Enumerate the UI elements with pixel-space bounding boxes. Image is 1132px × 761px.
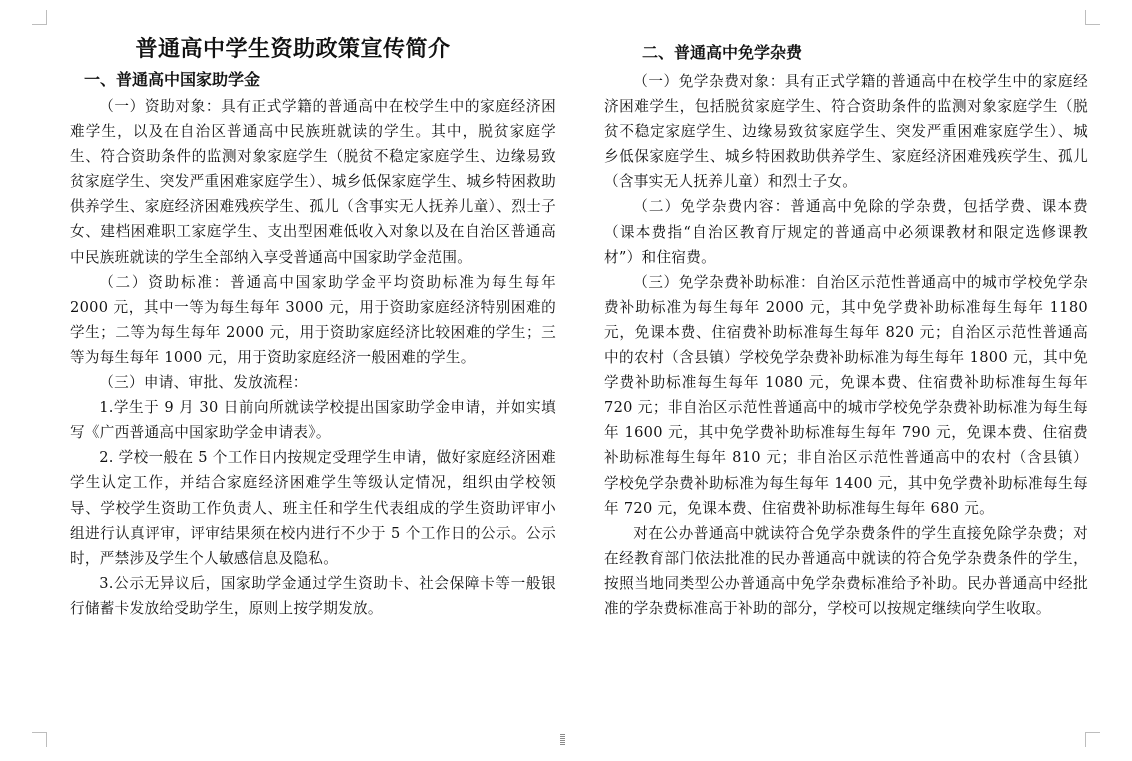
section-heading-grant: 一、普通高中国家助学金 — [84, 70, 261, 89]
page-corner-mark-bottom-left — [32, 732, 47, 747]
section-heading-fee-waiver: 二、普通高中免学杂费 — [642, 43, 803, 62]
page-corner-mark-top-right — [1085, 10, 1100, 25]
paragraph: 对在公办普通高中就读符合免学杂费条件的学生直接免除学杂费；对在经教育部门依法批准的民办普通高中就读的符合免学杂费条件的学生，按照当地同类型公办普通高中免学杂费标准给予补助。民办普通高中经批准的学杂费标准高于补助的部分，学校可以按规定继续向学生收取。 — [604, 524, 1088, 617]
paragraph: 2. 学校一般在 5 个工作日内按规定受理学生申请，做好家庭经济困难学生认定工作，并结合家庭经济困难学生等级认定情况，组织由学校领导、学校学生资助工作负责人、班主任和学生代表组成的学生资助评审小组进行认真评审，评审结果须在校内进行不少于 5 个工作日的公示。公示时，严禁涉及学生个人敏感信息及隐私。 — [70, 449, 556, 567]
right-column — [604, 28, 1088, 621]
paragraph: （一）免学杂费对象：具有正式学籍的普通高中在校学生中的家庭经济困难学生，包括脱贫家庭学生、符合资助条件的监测对象家庭学生（脱贫不稳定家庭学生、边缘易致贫家庭学生、突发严重困难家庭学生）、城乡低保家庭学生、城乡特困救助供养学生、家庭经济困难残疾学生、孤儿（含事实无人抚养儿童）和烈士子女。 — [604, 73, 1088, 191]
page-break-marker — [560, 734, 565, 746]
paragraph: 1.学生于 9 月 30 日前向所就读学校提出国家助学金申请，并如实填写《广西普通高中国家助学金申请表》。 — [70, 399, 556, 442]
left-column — [70, 28, 556, 621]
paragraph: （一）资助对象：具有正式学籍的普通高中在校学生中的家庭经济困难学生，以及在自治区普通高中民族班就读的学生。其中，脱贫家庭学生、符合资助条件的监测对象家庭学生（脱贫不稳定家庭学生、边缘易致贫家庭学生、突发严重困难家庭学生）、城乡低保家庭学生、城乡特困救助供养学生、家庭经济困难残疾学生、孤儿（含事实无人抚养儿童）、烈士子女、建档困难职工家庭学生、支出型困难低收入对象以及在自治区普通高中民族班就读的学生全部纳入享受普通高中国家助学金范围。 — [70, 98, 556, 266]
document-title: 普通高中学生资助政策宣传简介 — [135, 36, 451, 62]
paragraph: （二）免学杂费内容：普通高中免除的学杂费，包括学费、课本费（课本费指“自治区教育厅规定的普通高中必须课教材和限定选修课教材”）和住宿费。 — [604, 198, 1088, 266]
paragraph: （三）申请、审批、发放流程： — [99, 374, 308, 392]
page-corner-mark-top-left — [32, 10, 47, 25]
paragraph: （二）资助标准：普通高中国家助学金平均资助标准为每生每年 2000 元，其中一等为每生每年 3000 元，用于资助家庭经济特别困难的学生；二等为每生每年 2000 元，用于资助家庭经济比较困难的学生；三等为每生每年 1000 元，用于资助家庭经济一般困难的学生。 — [70, 273, 556, 366]
paragraph: （三）免学杂费补助标准：自治区示范性普通高中的城市学校免学杂费补助标准为每生每年 2000 元，其中免学费补助标准每生每年 1180 元，免课本费、住宿费补助标准每生每年 820 元；自治区示范性普通高中的农村（含县镇）学校免学杂费补助标准为每生每年 1800 元，其中免学费补助标准每生每年 1080 元，免课本费、住宿费补助标准每生每年 720 元；非自治区示范性普通高中的城市学校免学杂费补助标准为每生每年 1600 元，其中免学费补助标准每生每年 790 元，免课本费、住宿费补助标准每生每年 810 元；非自治区示范性普通高中的农村（含县镇）学校免学杂费补助标准为每生每年 1400 元，其中免学费补助标准每生每年 720 元，免课本费、住宿费补助标准每生每年 680 元。 — [604, 273, 1088, 517]
page-corner-mark-bottom-right — [1085, 732, 1100, 747]
paragraph: 3.公示无异议后，国家助学金通过学生资助卡、社会保障卡等一般银行储蓄卡发放给受助学生，原则上按学期发放。 — [70, 574, 556, 617]
